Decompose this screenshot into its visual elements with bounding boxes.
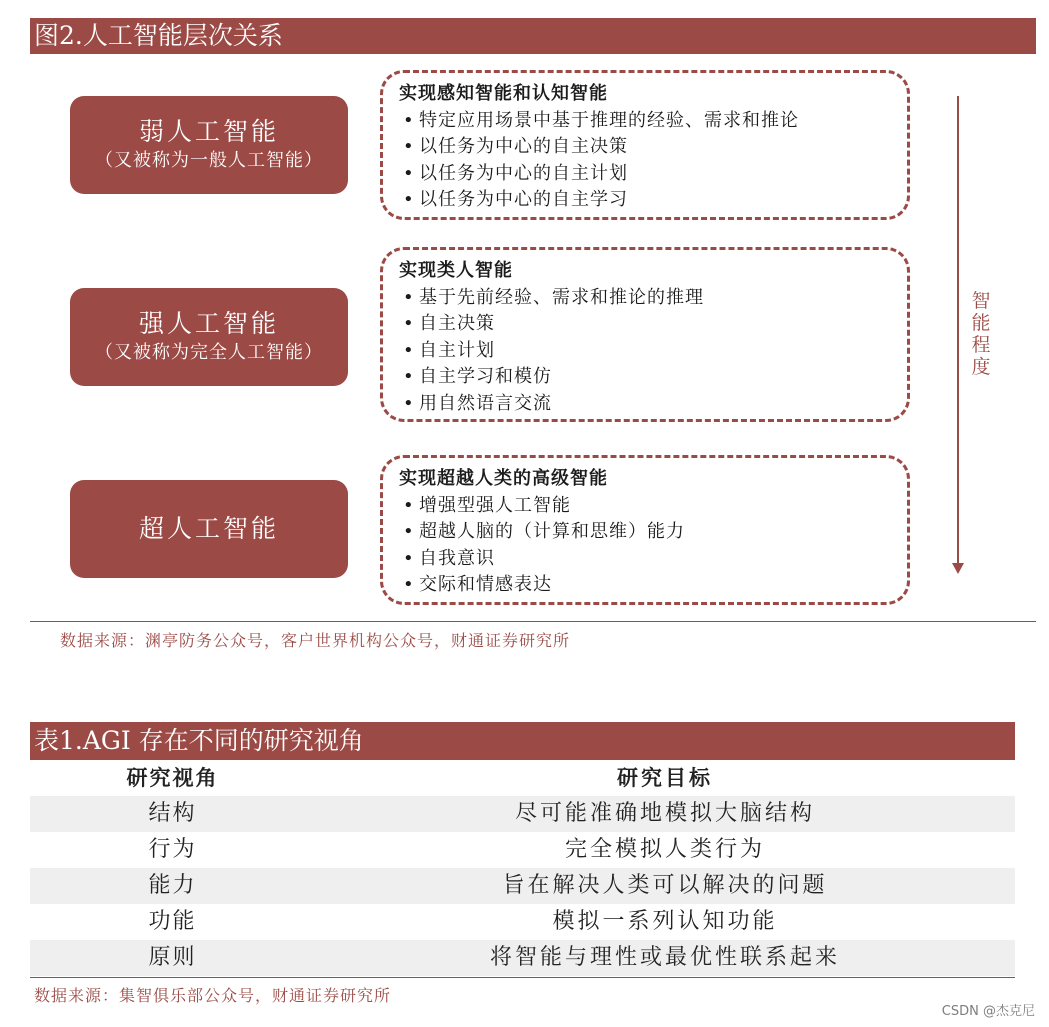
level-box-weak-ai	[70, 96, 348, 194]
bullet-icon: •	[403, 366, 415, 387]
table-cell: 模拟一系列认知功能	[552, 909, 778, 934]
list-item: • 以任务为中心的自主学习	[399, 187, 907, 214]
list-item: • 用自然语言交流	[399, 391, 907, 418]
table-row	[30, 904, 1015, 940]
axis-arrow-line	[957, 96, 959, 566]
bullet-icon: •	[403, 574, 415, 595]
table-row	[30, 832, 1015, 868]
list-item: • 自我意识	[399, 546, 907, 573]
header-cell-perspective: 研究视角	[126, 765, 219, 790]
table-cell: 能力	[148, 873, 197, 898]
bullet-icon: •	[403, 547, 415, 569]
figure-title: 图2.人工智能层次关系	[30, 18, 1036, 54]
desc-box-super-ai	[380, 455, 910, 605]
level-name: 超人工智能	[138, 514, 279, 543]
table-cell: 完全模拟人类行为	[564, 837, 765, 862]
table-cell: 原则	[148, 945, 197, 970]
table-row	[30, 940, 1015, 976]
header-cell-goal: 研究目标	[617, 765, 713, 790]
table-row	[30, 796, 1015, 832]
table-cell: 将智能与理性或最优性联系起来	[489, 945, 840, 970]
desc-box-strong-ai	[380, 247, 910, 422]
list-item: • 增强型强人工智能	[399, 493, 907, 520]
watermark: CSDN @杰克尼	[941, 1004, 1035, 1019]
list-item: • 自主学习和模仿	[399, 364, 907, 391]
level-box-strong-ai	[70, 288, 348, 386]
table-source: 数据来源：集智俱乐部公众号，财通证券研究所	[34, 986, 392, 1005]
table-cell: 旨在解决人类可以解决的问题	[502, 873, 828, 898]
table-header	[30, 760, 1015, 796]
list-item: • 特定应用场景中基于推理的经验、需求和推论	[399, 108, 907, 135]
divider	[30, 621, 1036, 622]
bullet-icon: •	[403, 286, 415, 308]
divider	[30, 977, 1015, 978]
level-alias: （又被称为完全人工智能）	[95, 342, 323, 363]
table-cell: 结构	[148, 801, 197, 826]
table-cell: 功能	[148, 909, 197, 934]
table-cell: 行为	[148, 837, 197, 862]
list-item: • 基于先前经验、需求和推论的推理	[399, 285, 907, 312]
desc-box-weak-ai	[380, 70, 910, 220]
desc-title: 实现超越人类的高级智能	[399, 468, 608, 489]
bullet-icon: •	[403, 109, 415, 131]
desc-title: 实现感知智能和认知智能	[399, 83, 608, 104]
level-name: 弱人工智能	[138, 117, 279, 146]
bullet-icon: •	[403, 136, 415, 157]
bullet-icon: •	[403, 313, 415, 334]
list-item: • 交际和情感表达	[399, 572, 907, 599]
list-item: • 以任务为中心的自主决策	[399, 134, 907, 161]
arrow-down-icon	[952, 563, 964, 574]
table-title: 表1.AGI 存在不同的研究视角	[30, 722, 1015, 760]
bullet-icon: •	[403, 392, 415, 414]
table-cell: 尽可能准确地模拟大脑结构	[514, 801, 815, 826]
level-alias: （又被称为一般人工智能）	[95, 150, 323, 171]
bullet-icon: •	[403, 494, 415, 516]
bullet-icon: •	[403, 189, 415, 210]
bullet-icon: •	[403, 162, 415, 184]
desc-title: 实现类人智能	[399, 260, 513, 281]
list-item: • 超越人脑的（计算和思维）能力	[399, 519, 907, 546]
bullet-icon: •	[403, 521, 415, 542]
level-box-super-ai	[70, 480, 348, 578]
list-item: • 自主计划	[399, 338, 907, 365]
list-item: • 以任务为中心的自主计划	[399, 161, 907, 188]
figure-source: 数据来源：渊亭防务公众号，客户世界机构公众号，财通证券研究所	[60, 631, 571, 650]
table-row	[30, 868, 1015, 904]
list-item: • 自主决策	[399, 311, 907, 338]
bullet-icon: •	[403, 339, 415, 361]
level-name: 强人工智能	[138, 309, 279, 338]
axis-label: 智能程度	[971, 290, 991, 378]
